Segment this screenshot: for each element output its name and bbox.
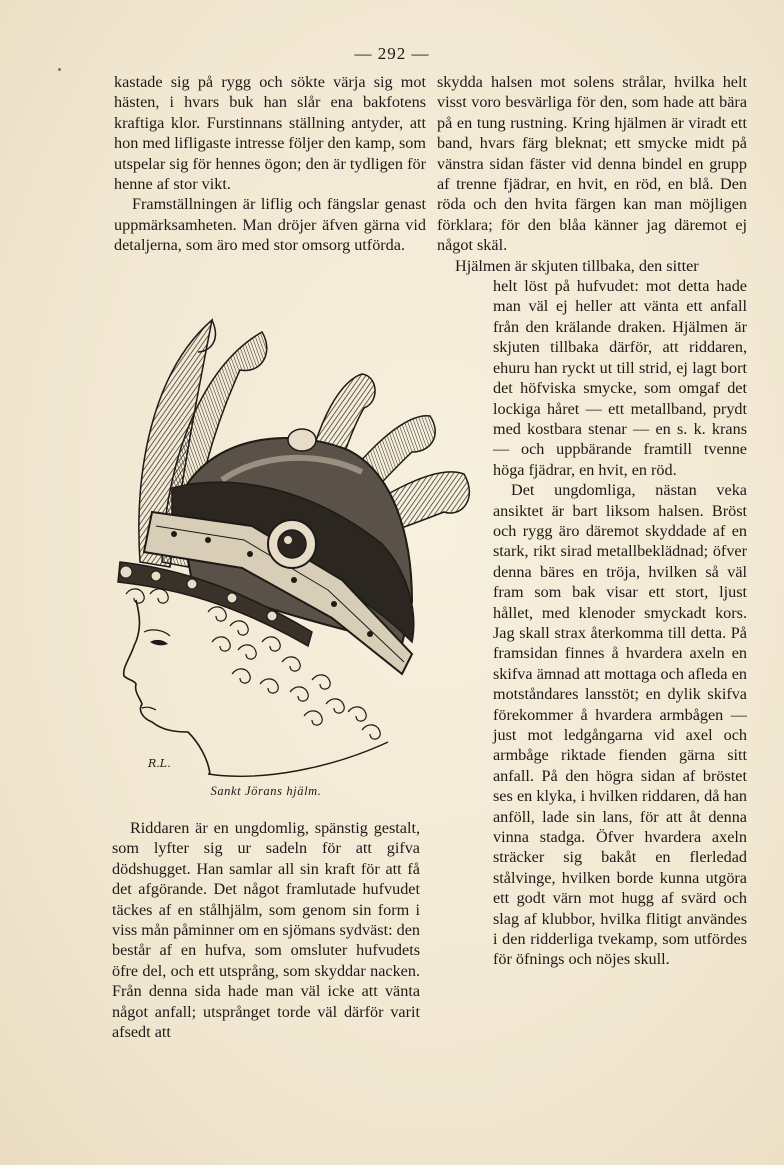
page-number: — 292 — [354,44,430,63]
paragraph: Framställningen är liflig och fängslar genast uppmärksamheten. Man dröjer äfven gärna vid detaljerna, som äro med stor omsorg utförda. [114,195,426,255]
right-column [437,72,747,970]
face-profile [124,600,210,774]
helmet-engraving [112,312,478,790]
paragraph: skydda halsen mot solens strålar, hvilka helt visst voro besvärliga för den, som hade att bära på en tung rustning. Kring hjälmen är viradt ett band, hvars färg bleknat; ett smycke midt på vänstra sidan fäster vid denna bindel en grupp af trenne fjädrar, en hvit, en röd, en blå. Den röda och den hvita färgen kan man möjligen förklara; för den blåa känner jag däremot ej något skäl. [437,73,747,255]
left-column-top [114,72,426,256]
figure-caption: Sankt Jörans hjälm. [210,784,322,798]
paragraph-first-line: Hjälmen är skjuten tillbaka, den sitter [455,256,699,275]
engraver-monogram: R.L. [148,757,171,770]
paragraph-wrapped: helt löst på hufvudet: mot detta hade man väl ej heller att vänta ett anfall från den krälande draken. Hjälmen är skjuten tillbaka därför, att riddaren, ehuru han ryckt ut till strid, ej lagt bort det höfviska smycke, som omgaf det lockiga håret — ett metallband, prydt med kostbara stenar — en s. k. krans — och uppbärande framtill tvenne höga fjädrar, en hvit, en röd. [493,277,747,479]
paragraph: kastade sig på rygg och sökte värja sig mot hästen, i hvars buk han slår ena bakfotens kraftiga klor. Furstinnans ställning antyder, att hon med lifligaste intresse följer den kamp, som utspelar sig för hennes ögon; den är tydligen för henne af stor vikt. [114,73,426,194]
jewel-brooch [268,520,316,568]
paper-speck [58,68,61,71]
helmet-illustration [112,312,478,790]
left-column-bottom [112,818,420,1042]
paragraph: Riddaren är en ungdomlig, spänstig gestalt, som lyfter sig ur sadeln för att gifva dödshugget. Han samlar all sin kraft för att få det afgörande. Det något framlutade hufvudet täckes af en stålhjälm, som genom sin form i viss mån påminner om en sjömans sydväst: den består af en hufva, som omsluter hufvudets öfre del, och ett utsprång, som skyddar nacken. Från denna sida hade man väl icke att vänta något anfall; utsprånget torde väl därför varit afsedt att [112,819,420,1042]
paragraph-wrapped: Det ungdomliga, nästan veka ansiktet är bart liksom halsen. Bröst och rygg äro däremot skyddade af en stark, rikt sirad metallbeklädnad; öfver denna bäres en tröja, hvilken så väl fram som bak visar ett stort, ljust hållet, med klenoder smyckadt kors. Jag skall strax återkomma till detta. På framsidan finnes å hvardera axeln en skifva ämnad att mottaga och afleda en motståndares lansstöt; en dylik skifva förekommer å hvardera armbågen — just mot ledgångarna vid axel och armbåge riktade fienden gärna sitt anfall. På den högra sidan af bröstet ses en klyka, i hvilken riddaren, då han anföll, lade sin lans, för att åt denna vinna stadga. Öfver hvardera axeln sträcker sig bakåt en flerledad stålvinge, hvilken borde kunna utgöra ett godt värn mot hugg af svärd och slag af klubbor, hvilka flitigt användes i den ridderliga tvekamp, som utfördes för öfnings och nöjes skull. [493,481,747,969]
